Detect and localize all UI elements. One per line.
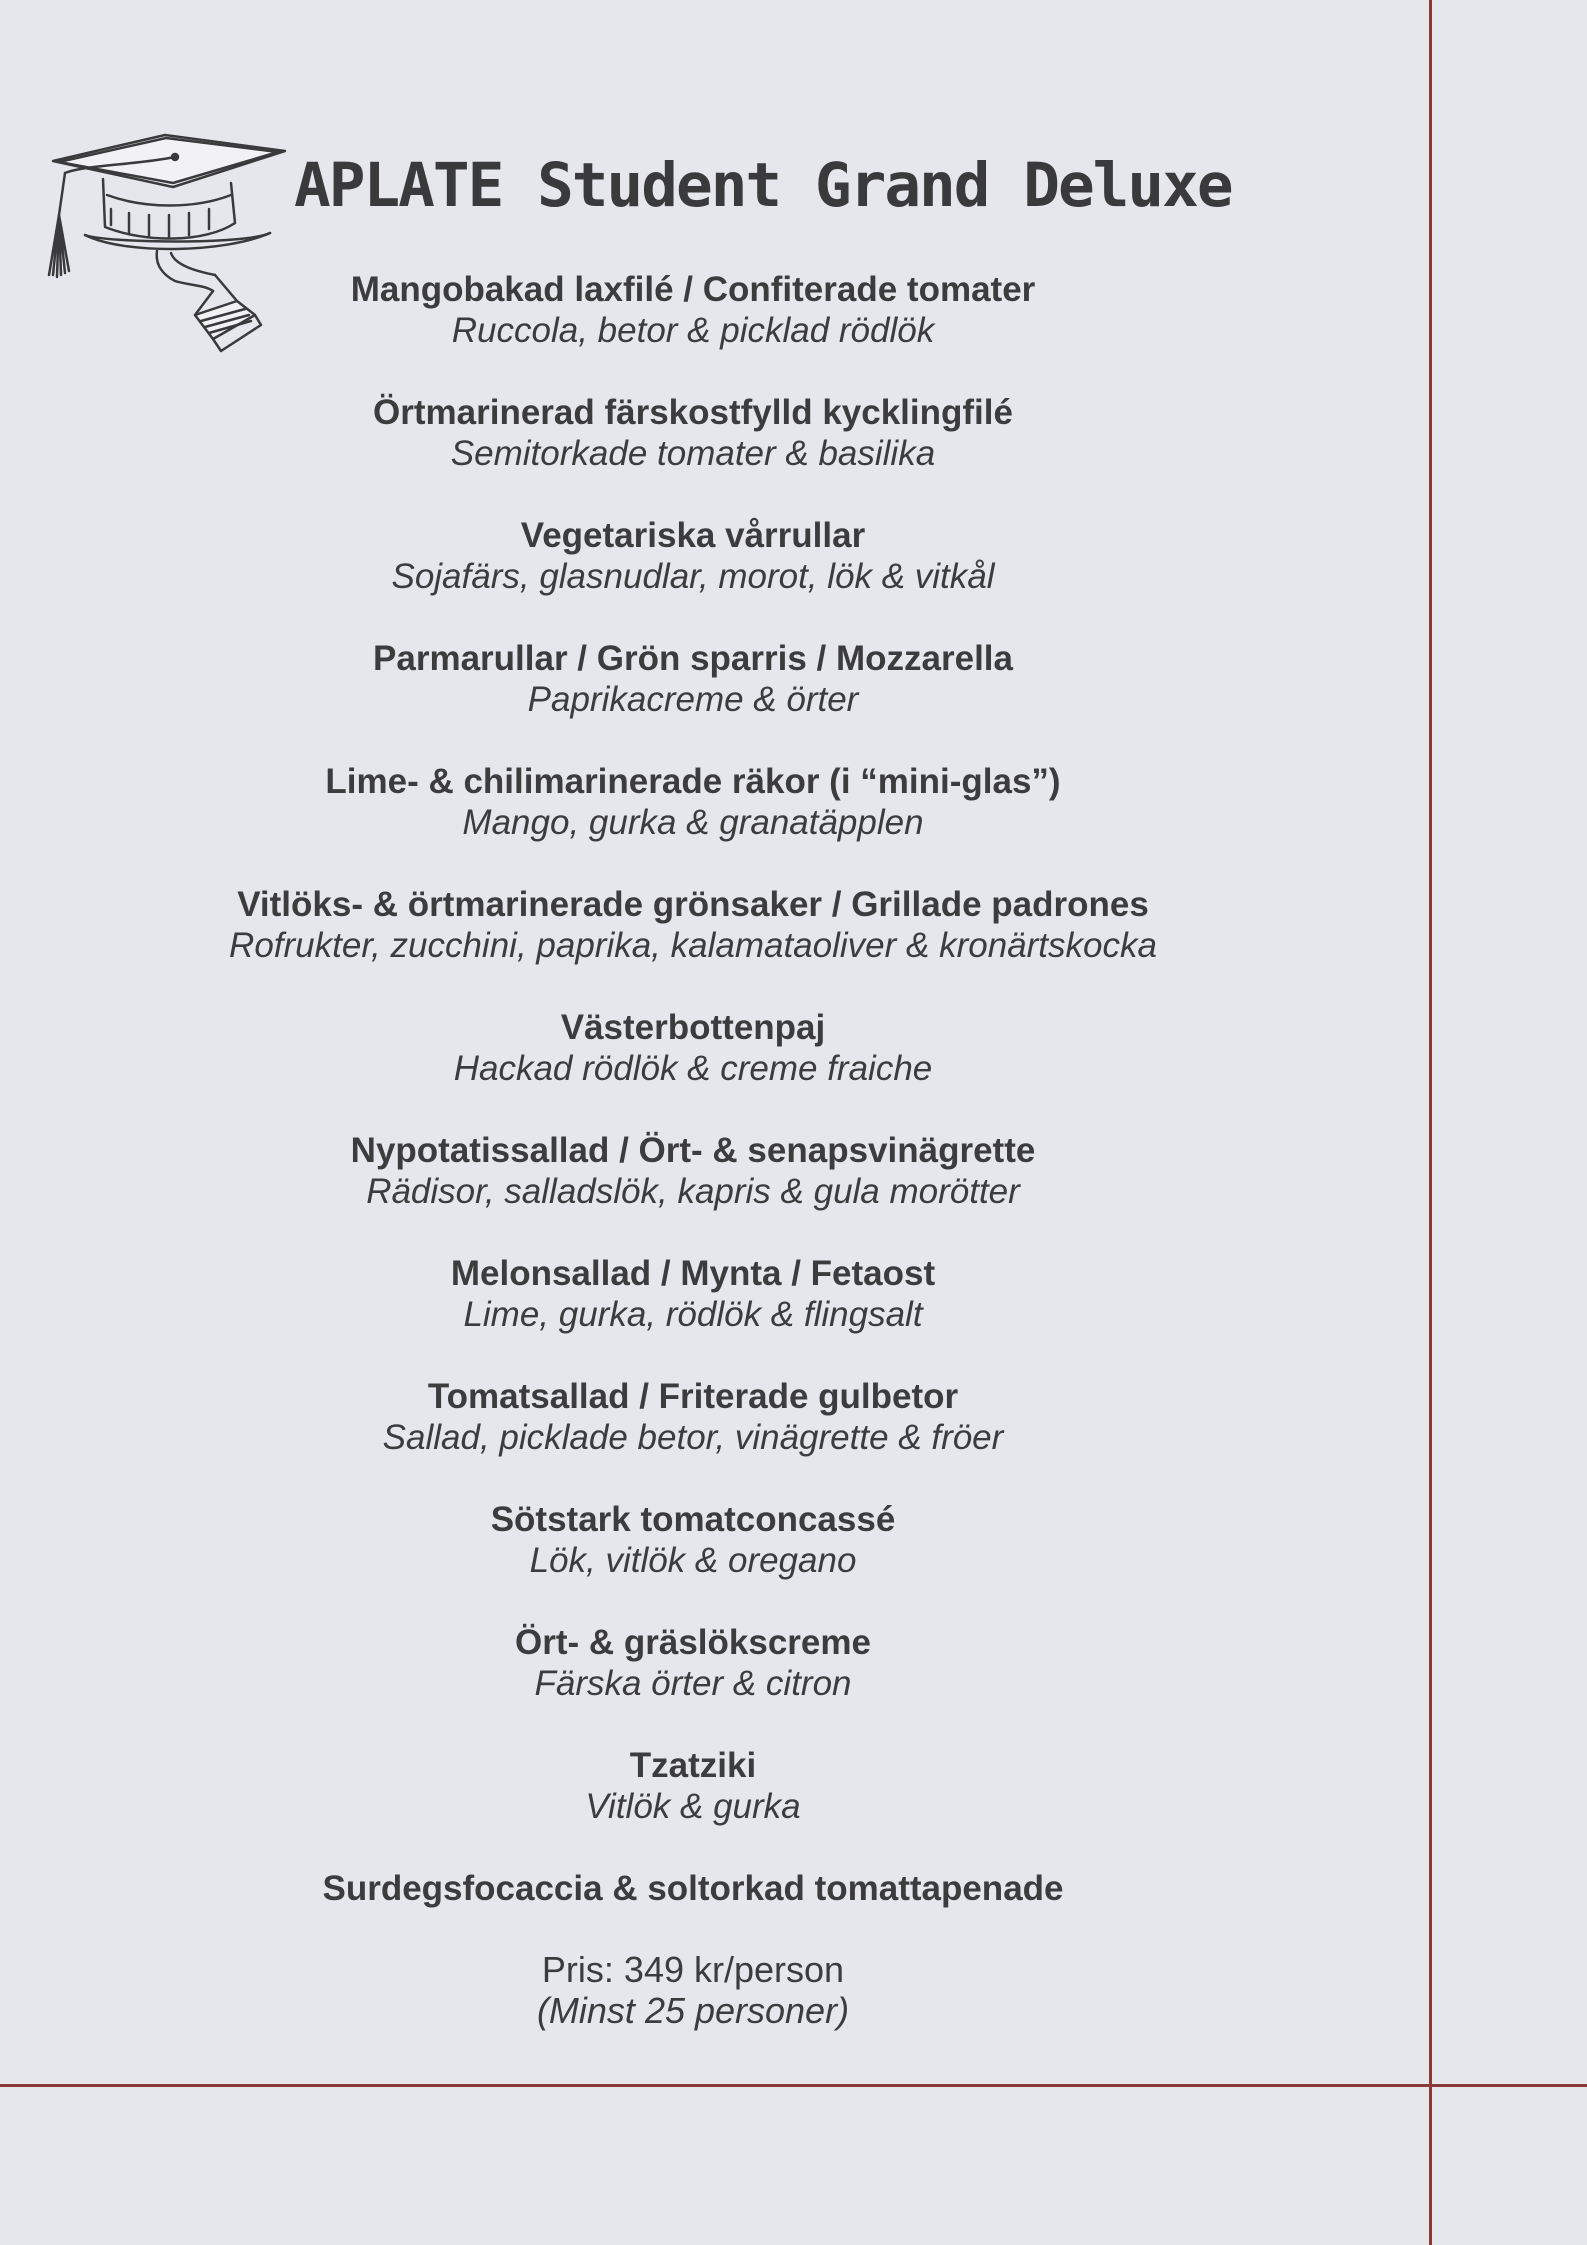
vertical-divider-line <box>1429 0 1432 2245</box>
menu-item <box>200 269 1186 351</box>
price-note: (Minst 25 personer) <box>536 1990 850 2031</box>
menu-item-description: Sallad, picklade betor, vinägrette & fröer <box>382 1418 1004 1457</box>
price-block <box>200 1949 1186 2031</box>
menu-item <box>200 1007 1186 1089</box>
menu-item <box>200 1376 1186 1458</box>
menu-item <box>200 515 1186 597</box>
menu-list <box>200 269 1186 2031</box>
menu-item-description: Semitorkade tomater & basilika <box>450 434 936 473</box>
menu-item-description: Lök, vitlök & oregano <box>529 1541 857 1580</box>
menu-item-description: Färska örter & citron <box>534 1664 852 1703</box>
menu-item-name: Mangobakad laxfilé / Confiterade tomater <box>350 270 1036 309</box>
menu-item-name: Sötstark tomatconcassé <box>490 1500 896 1539</box>
menu-item-name: Melonsallad / Mynta / Fetaost <box>450 1254 936 1293</box>
menu-item <box>200 1130 1186 1212</box>
menu-item-name: Vitlöks- & örtmarinerade grönsaker / Grillade padrones <box>237 885 1149 924</box>
menu-item-name: Örtmarinerad färskostfylld kycklingfilé <box>373 393 1013 432</box>
menu-item-description: Paprikacreme & örter <box>527 680 859 719</box>
price-text: Pris: 349 kr/person <box>541 1949 845 1990</box>
menu-item <box>200 761 1186 843</box>
menu-item-name: Ört- & gräslökscreme <box>515 1623 871 1662</box>
menu-item-description: Sojafärs, glasnudlar, morot, lök & vitkål <box>391 557 995 596</box>
menu-item <box>200 1868 1186 1909</box>
horizontal-divider-line <box>0 2084 1587 2087</box>
menu-item-name: Tomatsallad / Friterade gulbetor <box>427 1377 959 1416</box>
menu-item-name: Surdegsfocaccia & soltorkad tomattapenade <box>322 1869 1064 1908</box>
menu-item-description: Rädisor, salladslök, kapris & gula morötter <box>366 1172 1020 1211</box>
menu-item-name: Nypotatissallad / Ört- & senapsvinägrette <box>350 1131 1036 1170</box>
menu-item <box>200 392 1186 474</box>
menu-item <box>200 1745 1186 1827</box>
menu-item-description: Lime, gurka, rödlök & flingsalt <box>463 1295 923 1334</box>
menu-item-name: Lime- & chilimarinerade räkor (i “mini-glas”) <box>325 762 1061 801</box>
menu-item-name: Parmarullar / Grön sparris / Mozzarella <box>373 639 1013 678</box>
menu-title: APLATE Student Grand Deluxe <box>294 150 1232 221</box>
menu-item <box>200 1499 1186 1581</box>
menu-item <box>200 884 1186 966</box>
menu-item-description: Ruccola, betor & picklad rödlök <box>451 311 935 350</box>
menu-item <box>200 638 1186 720</box>
menu-item-name: Vegetariska vårrullar <box>520 516 866 555</box>
menu-item-description: Mango, gurka & granatäpplen <box>462 803 924 842</box>
menu-item <box>200 1253 1186 1335</box>
menu-item-description: Rofrukter, zucchini, paprika, kalamataoliver & kronärtskocka <box>229 926 1157 965</box>
menu-item <box>200 1622 1186 1704</box>
menu-item-name: Tzatziki <box>629 1746 757 1785</box>
menu-item-description: Vitlök & gurka <box>585 1787 801 1826</box>
menu-item-description: Hackad rödlök & creme fraiche <box>453 1049 933 1088</box>
menu-item-name: Västerbottenpaj <box>560 1008 826 1047</box>
